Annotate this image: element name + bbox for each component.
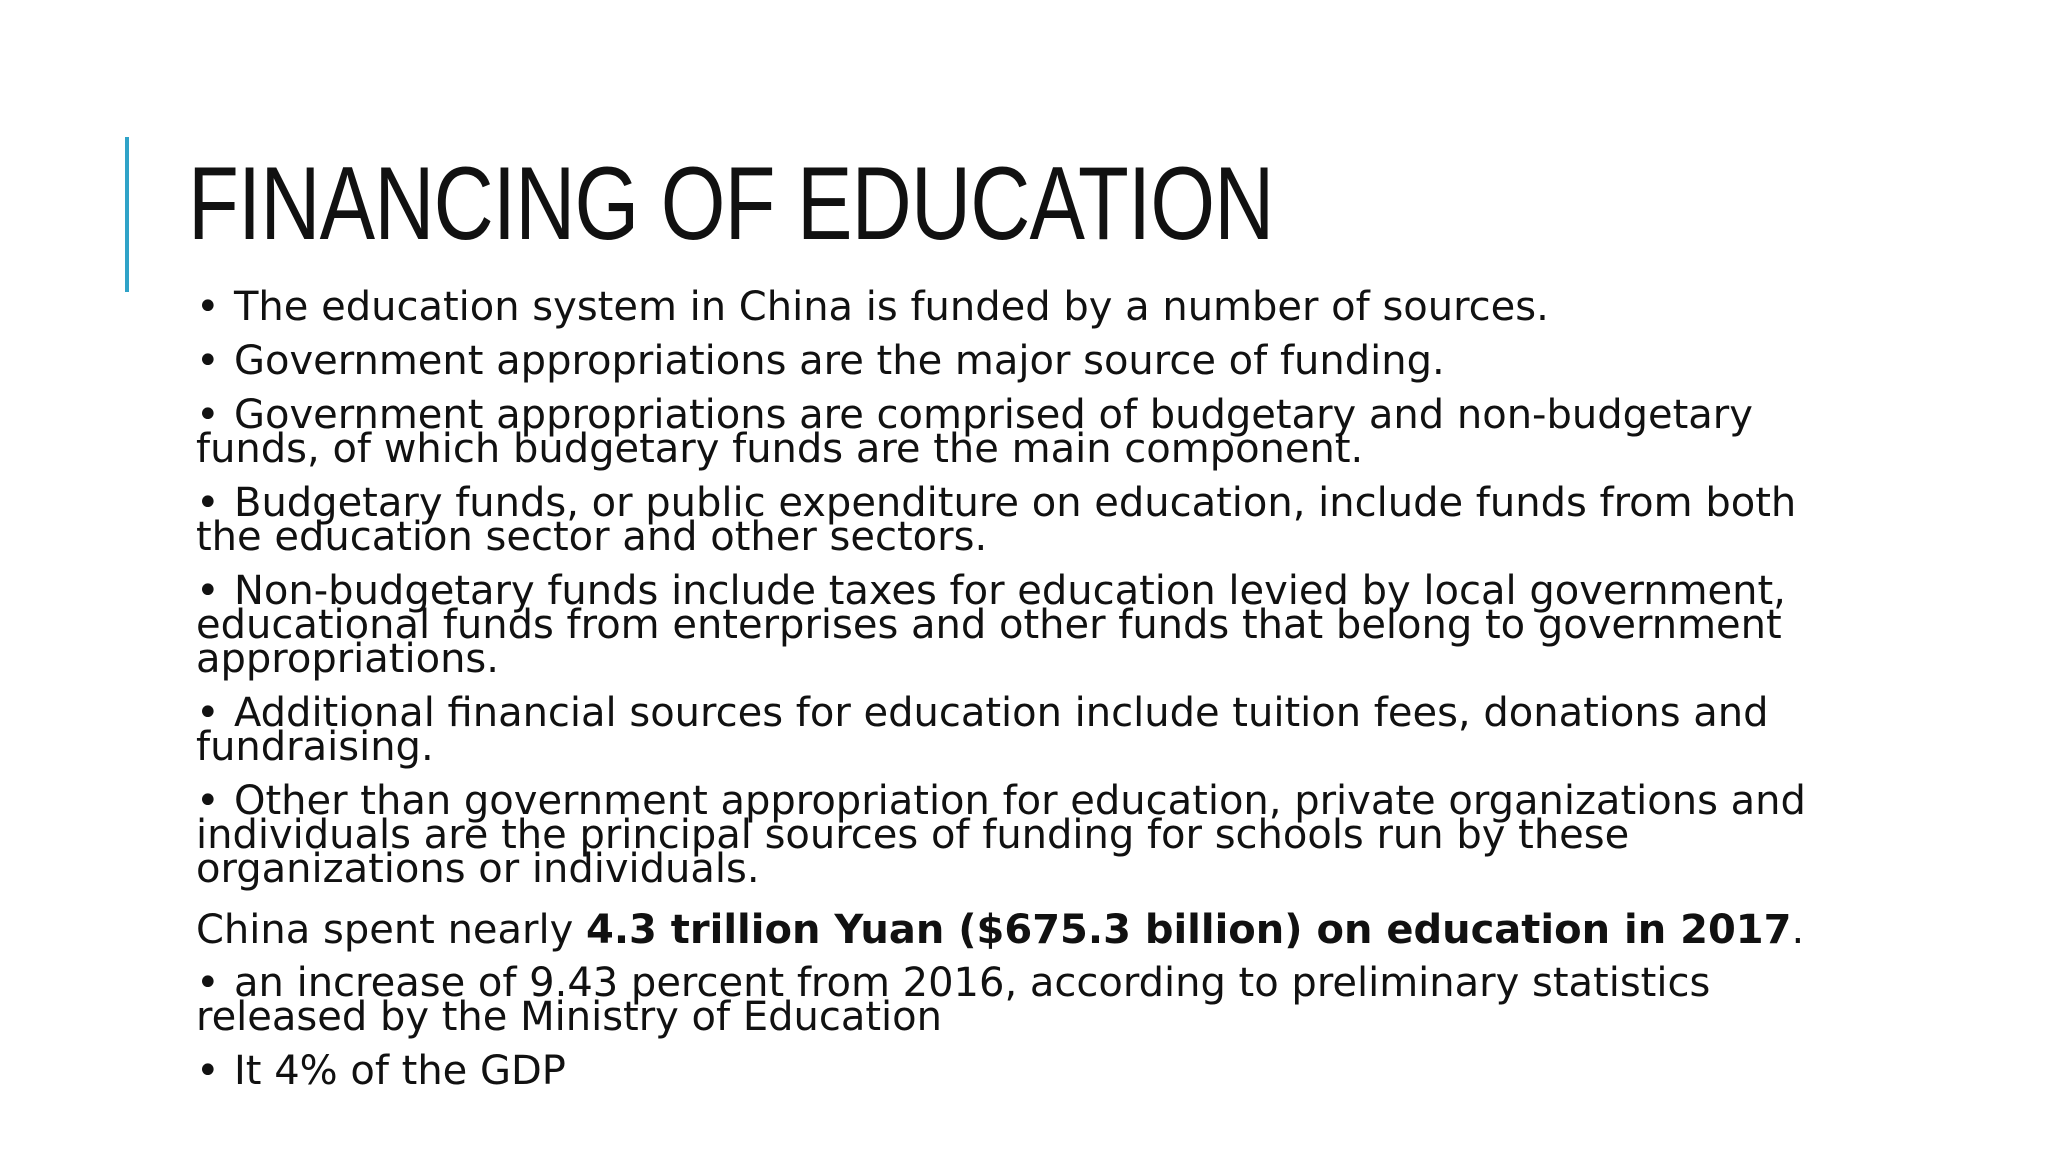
bullet-icon: •	[196, 778, 220, 824]
spending-highlight	[196, 906, 1836, 954]
bullet-paragraph-7	[196, 778, 1836, 892]
slide-title: FINANCING OF EDUCATION	[188, 146, 1274, 262]
bullet-paragraph-4	[196, 480, 1836, 560]
paragraph-line: Non-budgetary funds include taxes for education levied by local government,	[234, 568, 1786, 614]
title-accent-bar	[125, 137, 129, 292]
bullet-icon: •	[196, 690, 220, 736]
paragraph-line: individuals are the principal sources of funding for schools run by these	[196, 812, 1630, 858]
bullet-icon: •	[196, 392, 220, 438]
bullet-paragraph-5	[196, 568, 1836, 682]
paragraph-line: Government appropriations are comprised of budgetary and non-budgetary	[234, 392, 1753, 438]
bullet-icon: •	[196, 960, 220, 1006]
bullet-paragraph-3	[196, 392, 1836, 472]
bullet-paragraph-6	[196, 690, 1836, 770]
paragraph-line: Budgetary funds, or public expenditure on education, include funds from both	[234, 480, 1797, 526]
paragraph-line: organizations or individuals.	[196, 846, 760, 892]
bullet-icon: •	[196, 1048, 220, 1094]
bullet-paragraph-2	[196, 338, 1836, 384]
paragraph-line: appropriations.	[196, 636, 499, 682]
bullet-icon: •	[196, 338, 220, 384]
bullet-paragraph-1	[196, 284, 1836, 330]
paragraph-line: an increase of 9.43 percent from 2016, according to preliminary statistics	[234, 960, 1711, 1006]
paragraph-line: educational funds from enterprises and other funds that belong to government	[196, 602, 1782, 648]
bullet-paragraph-increase	[196, 960, 1836, 1040]
paragraph-line: the education sector and other sectors.	[196, 514, 988, 560]
paragraph-line: funds, of which budgetary funds are the main component.	[196, 426, 1364, 472]
bullet-icon: •	[196, 284, 220, 330]
bullet-icon: •	[196, 568, 220, 614]
paragraph-line: released by the Ministry of Education	[196, 994, 942, 1040]
highlight-amount: 4.3 trillion Yuan ($675.3 billion) on education in 2017	[585, 907, 1792, 953]
paragraph-line: Other than government appropriation for education, private organizations and	[234, 778, 1806, 824]
paragraph-line: It 4% of the GDP	[234, 1048, 566, 1094]
bullet-icon: •	[196, 480, 220, 526]
bullet-paragraph-gdp	[196, 1048, 1836, 1094]
paragraph-line: fundraising.	[196, 724, 434, 770]
slide-body	[196, 284, 1836, 1108]
highlight-suffix: .	[1791, 907, 1805, 953]
paragraph-line: Additional financial sources for education include tuition fees, donations and	[234, 690, 1769, 736]
highlight-prefix: China spent nearly	[196, 907, 586, 953]
paragraph-line: The education system in China is funded by a number of sources.	[234, 284, 1549, 330]
paragraph-line: Government appropriations are the major source of funding.	[234, 338, 1445, 384]
